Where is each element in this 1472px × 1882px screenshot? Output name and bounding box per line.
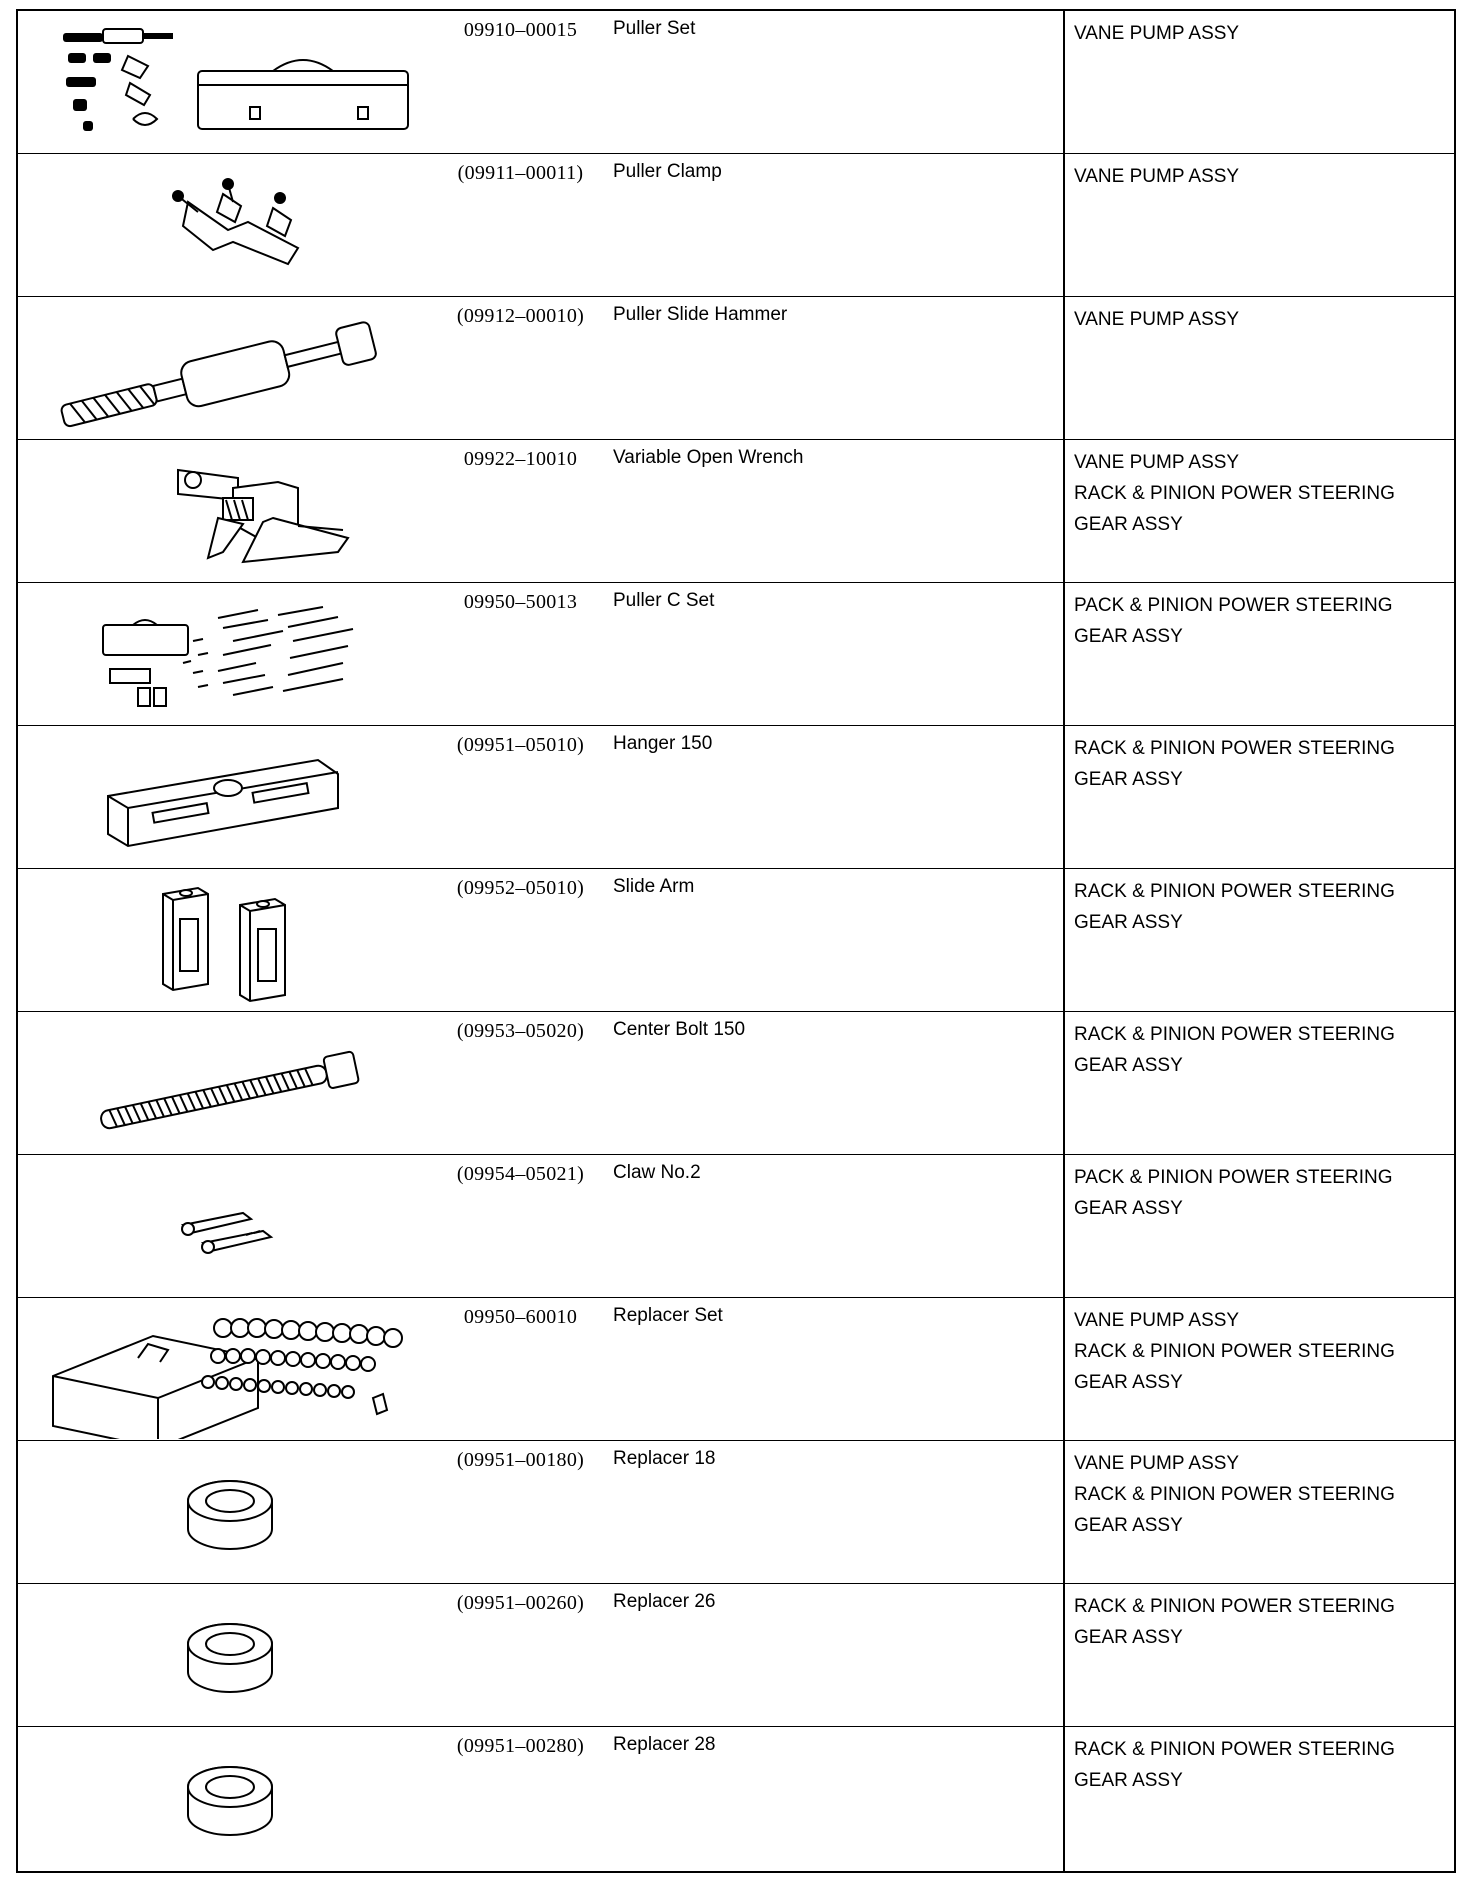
usage-line: RACK & PINION POWER STEERING	[1074, 1484, 1395, 1505]
tool-name: Center Bolt 150	[613, 1019, 746, 1040]
replacer-ring-icon	[18, 1727, 428, 1868]
tool-row	[18, 1441, 1454, 1584]
tool-row	[18, 869, 1454, 1012]
part-number: (09912–00010)	[456, 305, 585, 327]
open-wrench-icon	[18, 440, 428, 581]
tool-name: Puller C Set	[613, 590, 715, 611]
usage-line: VANE PUMP ASSY	[1074, 166, 1240, 187]
tool-name: Slide Arm	[613, 876, 695, 897]
tool-name: Variable Open Wrench	[613, 447, 804, 468]
tool-row	[18, 1155, 1454, 1298]
tool-row	[18, 154, 1454, 297]
tool-usage	[1074, 876, 1454, 938]
part-number: (09953–05020)	[456, 1020, 585, 1042]
usage-line: VANE PUMP ASSY	[1074, 1453, 1240, 1474]
usage-line: RACK & PINION POWER STEERING	[1074, 1341, 1395, 1362]
claw-icon	[18, 1155, 428, 1296]
usage-line: GEAR ASSY	[1074, 912, 1183, 933]
usage-line: VANE PUMP ASSY	[1074, 452, 1240, 473]
tool-usage	[1074, 1305, 1454, 1398]
tool-row	[18, 583, 1454, 726]
usage-line: RACK & PINION POWER STEERING	[1074, 881, 1395, 902]
tool-row	[18, 726, 1454, 869]
tool-name: Replacer 18	[613, 1448, 716, 1469]
replacer-set-icon	[18, 1298, 428, 1439]
tool-usage	[1074, 1448, 1454, 1541]
tool-usage	[1074, 1734, 1454, 1796]
tool-usage	[1074, 1162, 1454, 1224]
usage-line: VANE PUMP ASSY	[1074, 309, 1240, 330]
usage-line: GEAR ASSY	[1074, 626, 1183, 647]
tool-usage	[1074, 733, 1454, 795]
tool-row	[18, 297, 1454, 440]
special-tools-table	[16, 9, 1456, 1873]
puller-c-set-icon	[18, 583, 428, 724]
tool-name: Puller Slide Hammer	[613, 304, 788, 325]
tool-name: Claw No.2	[613, 1162, 701, 1183]
usage-line: VANE PUMP ASSY	[1074, 23, 1240, 44]
part-number: (09951–00180)	[456, 1449, 585, 1471]
usage-line: GEAR ASSY	[1074, 1055, 1183, 1076]
usage-line: GEAR ASSY	[1074, 1515, 1183, 1536]
usage-line: GEAR ASSY	[1074, 1627, 1183, 1648]
usage-line: PACK & PINION POWER STEERING	[1074, 595, 1393, 616]
tool-row	[18, 1584, 1454, 1727]
tool-name: Replacer 26	[613, 1591, 716, 1612]
tool-row	[18, 440, 1454, 583]
tool-row	[18, 1298, 1454, 1441]
usage-line: GEAR ASSY	[1074, 1770, 1183, 1791]
usage-line: RACK & PINION POWER STEERING	[1074, 1596, 1395, 1617]
part-number: (09911–00011)	[457, 162, 584, 184]
part-number: (09951–05010)	[456, 734, 585, 756]
tool-usage	[1074, 304, 1454, 335]
tool-row	[18, 1012, 1454, 1155]
part-number: (09954–05021)	[456, 1163, 585, 1185]
tool-name: Hanger 150	[613, 733, 713, 754]
tool-usage	[1074, 590, 1454, 652]
usage-line: RACK & PINION POWER STEERING	[1074, 1024, 1395, 1045]
tool-usage	[1074, 1591, 1454, 1653]
puller-set-icon	[18, 11, 428, 152]
part-number: 09910–00015	[463, 19, 578, 41]
replacer-ring-icon	[18, 1441, 428, 1582]
usage-line: RACK & PINION POWER STEERING	[1074, 738, 1395, 759]
tool-name: Replacer Set	[613, 1305, 723, 1326]
center-bolt-icon	[18, 1012, 428, 1153]
tool-usage	[1074, 161, 1454, 192]
tool-usage	[1074, 1019, 1454, 1081]
tool-name: Replacer 28	[613, 1734, 716, 1755]
puller-clamp-icon	[18, 154, 428, 295]
part-number: 09922–10010	[463, 448, 578, 470]
usage-line: GEAR ASSY	[1074, 1198, 1183, 1219]
slide-arm-icon	[18, 869, 428, 1010]
slide-hammer-icon	[18, 297, 428, 438]
part-number: 09950–50013	[463, 591, 578, 613]
usage-line: RACK & PINION POWER STEERING	[1074, 483, 1395, 504]
usage-line: GEAR ASSY	[1074, 514, 1183, 535]
usage-line: VANE PUMP ASSY	[1074, 1310, 1240, 1331]
tool-usage	[1074, 447, 1454, 540]
part-number: (09951–00260)	[456, 1592, 585, 1614]
replacer-ring-icon	[18, 1584, 428, 1725]
usage-line: GEAR ASSY	[1074, 1372, 1183, 1393]
tool-row	[18, 11, 1454, 154]
hanger-icon	[18, 726, 428, 867]
usage-line: RACK & PINION POWER STEERING	[1074, 1739, 1395, 1760]
part-number: (09952–05010)	[456, 877, 585, 899]
usage-line: GEAR ASSY	[1074, 769, 1183, 790]
part-number: 09950–60010	[463, 1306, 578, 1328]
part-number: (09951–00280)	[456, 1735, 585, 1757]
tool-name: Puller Clamp	[613, 161, 722, 182]
tool-usage	[1074, 18, 1454, 49]
usage-line: PACK & PINION POWER STEERING	[1074, 1167, 1393, 1188]
tool-name: Puller Set	[613, 18, 696, 39]
tool-row	[18, 1727, 1454, 1870]
